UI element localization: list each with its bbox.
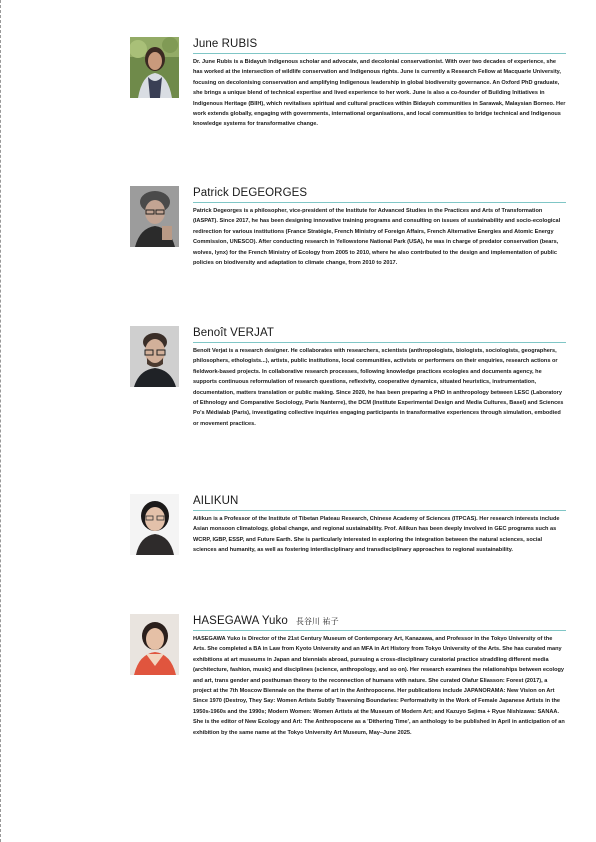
person-name: Benoît VERJAT (193, 327, 274, 339)
portrait-photo-june-rubis (130, 37, 179, 98)
person-name: HASEGAWA Yuko 長谷川 祐子 (193, 615, 339, 627)
name-underline (193, 53, 566, 54)
bio-text: Ailikun is a Professor of the Institute of Tibetan Plateau Research, Chinese Academy of Sciences (ITPCAS). Her research interests include Asian monsoon climatology, global change, and regional sustainability. Prof. Ailikun has been deeply involved in GEC programs such as WCRP, IGBP, ESSP, and Future Earth. She is particularly interested in exploring the integration between the natural sciences, social sciences and humanity, as well as fostering interdisciplinary and transdisciplinary approaches to regional sustainability. (193, 516, 560, 554)
bio-text: HASEGAWA Yuko is Director of the 21st Century Museum of Contemporary Art, Kanazawa, and Professor in the Tokyo University of the Arts. She completed a BA in Law from Kyoto University and an MFA in Art History from Tokyo University of the Arts. She has curated many exhibitions at art museums in Japan and biennials abroad, pursuing a cross-disciplinary curatorial practice straddling different media (architecture, fashion, music) and disciplines (science, anthropology, and so on). Her research examines the relationships between ecology and art, trans gender and posthuman theory to the reconnection of humans with nature. She curated Olafur Eliasson: Forest (2017), a project at the 7th Moscow Biennale on the theme of art in the Anthropocene. Her publications include JAPANORAMA: New Vision on Art Since 1970 (Destroy, They Say: Women Artists Subtly Traversing Boundaries: Performativity in the Work of Female Japanese Artists in the 1950s-1960s and the 1990s; Modern Women: Women Artists at the Museum of Modern Art; and Kazuyo Sejima + Ryue Nishizawa: SANAA. She is the editor of New Ecology and Art: The Anthropocene as a 'Dithering Time', an anthology to be published in April in anticipation of an exhibition by the same name at the Tokyo University Art Museum, May–June 2025. (193, 636, 565, 736)
person-name: AILIKUN (193, 495, 239, 507)
person-name: June RUBIS (193, 38, 258, 50)
person-name: Patrick DEGEORGES (193, 187, 308, 199)
portrait-photo-hasegawa-yuko (130, 614, 179, 675)
bio-text: Benoît Verjat is a research designer. He collaborates with researchers, scientists (anthropologists, biologists, sociologists, geographers, philosophers, ethologists...), artists, public institutions, local communities, activists or performers on their enquiries, research actions or fieldwork-based projects. In collaborative research processes, following knowledge practices ecologies and documents agency, he supports continuous reformulation of research questions, reflexivity, cooperative dynamics, situated heuristics, instrumentation, documentation, matters translation or public making. Since 2020, he has been preparing a PhD in anthropology between LESC (Laboratory of Ethnology and Comparative Sociology, Paris Nanterre), the DCM (Institute Experimental Design and Media Cultures, Basel) and Sciences Po's Médialab (Paris), investigating collective inquiries engaging participants in transformative experiences through simulation, embodied or movement practices. (193, 348, 564, 427)
name-underline (193, 630, 566, 631)
name-underline (193, 510, 566, 511)
name-underline (193, 202, 566, 203)
page-edge-dashed-line (0, 0, 2, 842)
portrait-photo-benoit-verjat (130, 326, 179, 387)
portrait-photo-ailikun (130, 494, 179, 555)
name-underline (193, 342, 566, 343)
bio-text: Dr. June Rubis is a Bidayuh Indigenous scholar and advocate, and decolonial conservationist. With over two decades of experience, she has worked at the intersection of wildlife conservation and Indigenous rights. June is currently a Research Fellow at Macquarie University, focusing on decolonising conservation and amplifying Indigenous leadership in global biodiversity governance. An Oxford PhD graduate, she brings a unique blend of technical expertise and lived experience to her work. June is also a co-founder of Building Initiatives in Indigenous Heritage (BIIH), which revitalises spiritual and cultural practices within Bidayuh communities in Sarawak, Malaysian Borneo. Her work extends globally, engaging with governments, international organisations, and local communities to bridge technical and Indigenous knowledge systems for transformative change. (193, 59, 566, 128)
person-name-native: 長谷川 祐子 (295, 617, 339, 626)
bio-text: Patrick Degeorges is a philosopher, vice-president of the Institute for Advanced Studies in the Practices and Arts of Transformation (IASPAT). Since 2017, he has been designing innovative training programs and consulting on issues of sustainability and socio-ecological redirection for various institutions (France Stratégie, French Ministry of Foreign Affairs, French Alternative Energies and Atomic Energy Commission, UNESCO). After conducting research in Yellowstone National Park (USA), he was in charge of predator conservation (bears, wolves, lynx) for the French Ministry of Ecology from 2005 to 2010, where he also contributed to the design and implementation of public policies on biodiversity and adaptation to climate change, from 2010 to 2017. (193, 208, 561, 267)
portrait-photo-patrick-degeorges (130, 186, 179, 247)
